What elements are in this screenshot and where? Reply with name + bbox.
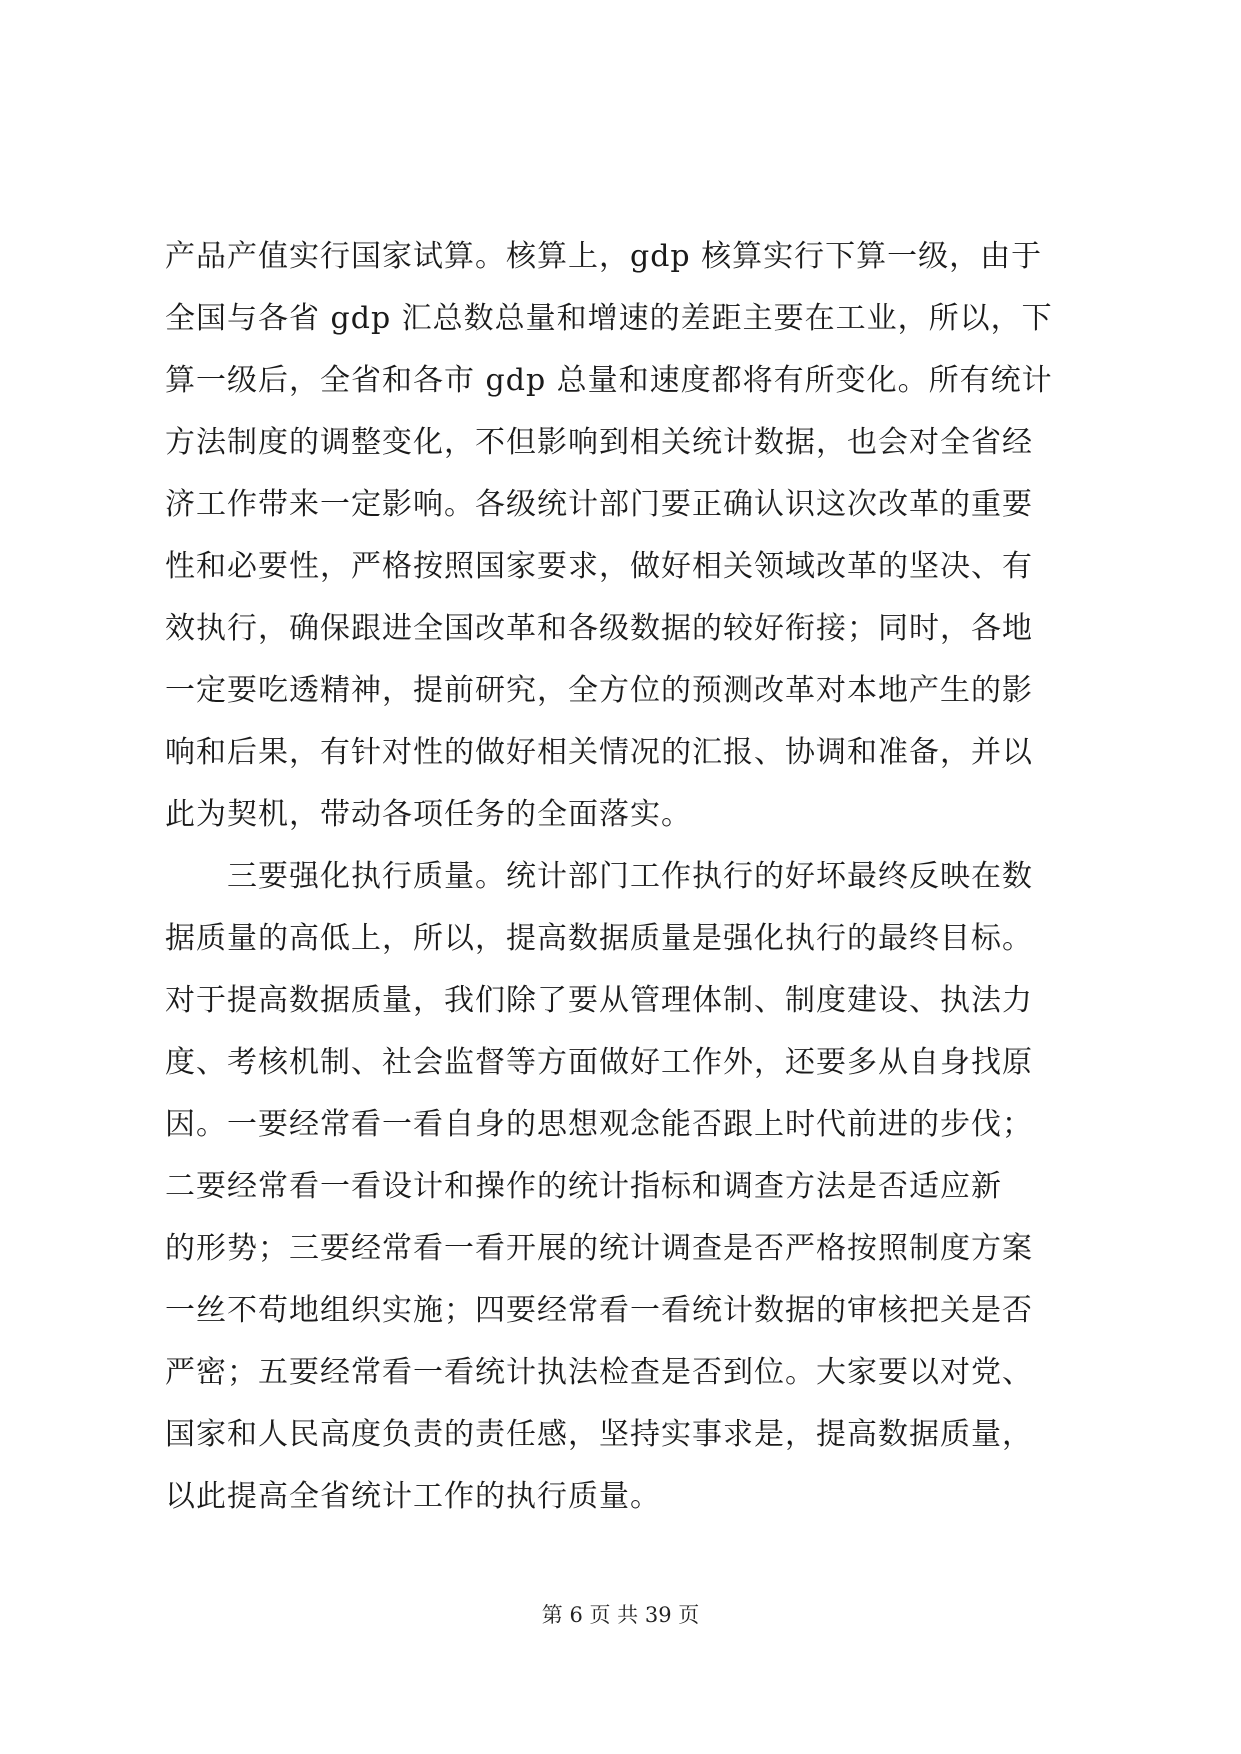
text-line: 全国与各省 gdp 汇总数总量和增速的差距主要在工业，所以，下 [165, 301, 1053, 336]
text-line: 的形势；三要经常看一看开展的统计调查是否严格按照制度方案 [165, 1231, 1033, 1266]
text-line: 算一级后，全省和各市 gdp 总量和速度都将有所变化。所有统计 [165, 363, 1053, 398]
text-line: 以此提高全省统计工作的执行质量。 [165, 1479, 661, 1514]
text-line: 济工作带来一定影响。各级统计部门要正确认识这次改革的重要 [165, 487, 1033, 522]
body-text [165, 226, 1085, 1528]
text-line: 产品产值实行国家试算。核算上，gdp 核算实行下算一级，由于 [165, 239, 1043, 274]
page-number-footer: 第 6 页 共 39 页 [541, 1603, 700, 1627]
text-line: 效执行，确保跟进全国改革和各级数据的较好衔接；同时，各地 [165, 611, 1033, 646]
text-line: 二要经常看一看设计和操作的统计指标和调查方法是否适应新 [165, 1169, 1002, 1204]
text-line: 度、考核机制、社会监督等方面做好工作外，还要多从自身找原 [165, 1045, 1033, 1080]
text-line: 严密；五要经常看一看统计执法检查是否到位。大家要以对党、 [165, 1355, 1033, 1390]
text-line: 一定要吃透精神，提前研究，全方位的预测改革对本地产生的影 [165, 673, 1033, 708]
text-line: 据质量的高低上，所以，提高数据质量是强化执行的最终目标。 [165, 921, 1033, 956]
text-line: 方法制度的调整变化，不但影响到相关统计数据，也会对全省经 [165, 425, 1033, 460]
text-line: 因。一要经常看一看自身的思想观念能否跟上时代前进的步伐； [165, 1107, 1033, 1142]
text-line: 一丝不苟地组织实施；四要经常看一看统计数据的审核把关是否 [165, 1293, 1033, 1328]
text-line: 此为契机，带动各项任务的全面落实。 [165, 797, 692, 832]
text-line: 国家和人民高度负责的责任感，坚持实事求是，提高数据质量， [165, 1417, 1033, 1452]
text-line: 性和必要性，严格按照国家要求，做好相关领域改革的坚决、有 [165, 549, 1033, 584]
text-line: 响和后果，有针对性的做好相关情况的汇报、协调和准备，并以 [165, 735, 1033, 770]
paragraph-start-line: 三要强化执行质量。统计部门工作执行的好坏最终反映在数 [227, 859, 1033, 894]
text-line: 对于提高数据质量，我们除了要从管理体制、制度建设、执法力 [165, 983, 1033, 1018]
